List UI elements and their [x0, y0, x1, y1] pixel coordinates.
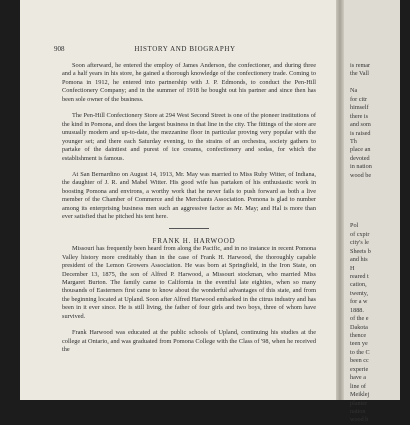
paragraph-store: The Pen-Hill Confectionery Store at 294 West Second Street is one of the pioneer institutions of the kind in Pomona, and does the largest business in that line in the city. The fittings of the store are unusually modern and up-to-date, the mezzanine floor in particular proving very popular with the younger set; and there each Saturday evening, to the strains of an orchestra, society gathers to partake of the daintiest and purest of ice creams, confectionery and sodas, for which the establishment is famous.: [62, 112, 316, 162]
facing-page-line: Dakota: [350, 323, 368, 331]
book-spread: [20, 0, 400, 424]
facing-page-line: place an: [350, 146, 371, 154]
page-header: [54, 45, 316, 56]
facing-page-line: reared t: [350, 272, 369, 280]
facing-page-line: twenty,: [350, 289, 368, 297]
facing-page-line: [350, 205, 410, 213]
facing-page-line: experie: [350, 365, 369, 373]
facing-page-line: for citr: [350, 95, 368, 103]
facing-page-line: Meiklej: [350, 391, 370, 399]
facing-page-line: is remar: [350, 62, 371, 69]
section-heading: FRANK H. HARWOOD: [152, 236, 236, 245]
facing-page-line: the Vall: [350, 70, 369, 78]
book-gutter: [336, 0, 344, 400]
paragraph-harwood-intro: Missouri has frequently been heard from along the Pacific, and in no instance in recent Pomona Valley history more creditably than in the case of Frank H. Harwood, the thoroughly capable president of the Lemon Growers Association. He was born at Springfield, in the Iron State, on December 13, 1875, the son of Alfred P. Harwood, a Missouri stockman, who married Miss Margaret Burton. The family came to California in the eventful late eighties, when so many thousands of Easterners first came to know about the wonderful advantages of this state, and from the beginning located at Upland. Soon after Alfred Harwood embarked in the citrus industry and has been in it ever since. He is still living, the father of four girls and two boys, three of whom have survived.: [62, 245, 316, 320]
facing-page-line: [350, 180, 410, 188]
facing-page-line: teen ye: [350, 340, 368, 348]
facing-page-line: and his: [350, 256, 368, 264]
page-number: 908: [54, 45, 65, 53]
facing-page-line: [350, 214, 410, 222]
facing-page-line: and som: [350, 121, 371, 129]
facing-page-line: city's le: [350, 239, 369, 247]
facing-page-line: [350, 189, 410, 197]
facing-page-line: to the C: [350, 348, 370, 356]
facing-page-line: wood b: [350, 416, 369, 424]
facing-page-line: wood be: [350, 171, 372, 179]
facing-page-line: thence: [350, 332, 367, 339]
facing-page-line: devoted: [350, 154, 370, 162]
facing-page: [344, 0, 400, 424]
facing-page-line: [350, 79, 410, 87]
facing-page-line: there is: [350, 112, 369, 120]
facing-page-line: been cc: [350, 357, 369, 365]
facing-page-line: Sheets b: [350, 247, 371, 255]
paragraph-confectioner: Soon afterward, he entered the employ of James Anderson, the confectioner, and during three and a half years in his store, he gained a thorough knowledge of the confectionery trade. Coming to Pomona in 1912, he entered into partnership with J. P. Edmonds, to conduct the Pen-Hill Confectionery Company; and in the summer of 1918 he bought out his partner and since then has been sole owner of the business.: [62, 62, 316, 103]
facing-page-line: cation,: [350, 281, 367, 289]
facing-page-line: nation: [350, 407, 366, 415]
facing-page-line: [350, 197, 410, 205]
facing-page-line: H: [350, 264, 355, 272]
left-page: [20, 0, 336, 400]
facing-page-line: for a w: [350, 298, 368, 306]
facing-page-line: Th: [350, 137, 357, 145]
facing-page-line: Na: [350, 87, 358, 95]
facing-page-line: of cxpir: [350, 230, 370, 238]
facing-page-text: [350, 62, 410, 425]
facing-page-line: have a: [350, 374, 366, 382]
running-head: HISTORY AND BIOGRAPHY: [134, 45, 236, 53]
page-body: [62, 62, 316, 355]
paragraph-marriage: At San Bernardino on August 14, 1913, Mr. May was married to Miss Ruby Witter, of Indiana, the daughter of J. R. and Mabel Witter. His good wife has partaken of his enthusiastic work in boosting Pomona and environs, a worthy work that he never fails to push forward as both a live member of the Chamber of Commerce and the Merchants Association. Pomona is glad to number among its enterprising business men such an aggressive factor as Mr. May; and Hal is more than ever satisfied that he pitched his tent here.: [62, 170, 316, 221]
facing-page-line: Pol: [350, 222, 359, 230]
paragraph-harwood-education: Frank Harwood was educated at the public schools of Upland, continuing his studies at the college at Ontario, and was graduated from Pomona College with the Class of '98, when he received the: [62, 329, 316, 354]
facing-page-line: is raised: [350, 129, 371, 137]
facing-page-line: planter: [350, 399, 368, 407]
facing-page-line: of the e: [350, 315, 369, 323]
facing-page-line: himself: [350, 104, 369, 112]
section-divider: [169, 228, 209, 229]
facing-page-line: line of: [350, 382, 366, 390]
facing-page-line: in nation: [350, 163, 372, 171]
facing-page-line: 1888.: [350, 306, 364, 314]
